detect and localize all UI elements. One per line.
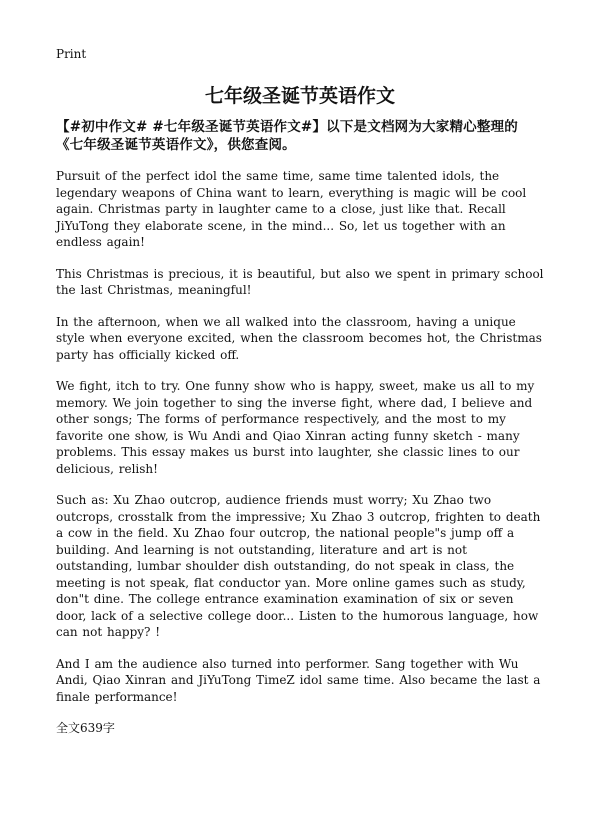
document-intro: 【#初中作文# #七年级圣诞节英语作文#】以下是文档网为大家精心整理的《七年级圣诞节英语作文》，供您查阅。 [56, 119, 518, 153]
paragraph: Such as: Xu Zhao outcrop, audience friends must worry; Xu Zhao two outcrops, crosstalk from the impressive; Xu Zhao 3 outcrop, frighten to death a cow in the field. Xu Zhao four outcrop, the national people"s jump off a building. And learning is not outstanding, literature and art is not outstanding, lumbar shoulder dish outstanding, do not speak in class, the meeting is not speak, flat conductor yan. More online games such as study, don"t dine. The college entrance examination examination of six or seven door, lack of a selective college door... Listen to the humorous language, how can not happy? ! [56, 493, 541, 639]
print-label: Print [56, 47, 87, 61]
paragraph: We fight, itch to try. One funny show who is happy, sweet, make us all to my memory. We join together to sing the inverse fight, where dad, I believe and other songs; The forms of performance respectively, and the most to my favorite one show, is Wu Andi and Qiao Xinran acting funny sketch - many problems. This essay makes us burst into laughter, she classic lines to our delicious, relish! [56, 379, 535, 476]
document-title: 七年级圣诞节英语作文 [204, 85, 395, 107]
paragraph: This Christmas is precious, it is beautiful, but also we spent in primary school the last Christmas, meaningful! [56, 266, 544, 297]
word-count: 全文639字 [56, 721, 115, 735]
paragraph: In the afternoon, when we all walked into the classroom, having a unique style when everyone excited, when the classroom becomes hot, the Christmas party has officially kicked off. [56, 314, 542, 362]
paragraph: And I am the audience also turned into performer. Sang together with Wu Andi, Qiao Xinran and JiYuTong TimeZ idol same time. Also became the last a finale performance! [56, 656, 541, 704]
paragraph: Pursuit of the perfect idol the same time, same time talented idols, the legendary weapons of China want to learn, everything is magic will be cool again. Christmas party in laughter came to a close, just like that. Recall JiYuTong they elaborate scene, in the mind... So, let us together with an endless again! [56, 169, 527, 249]
